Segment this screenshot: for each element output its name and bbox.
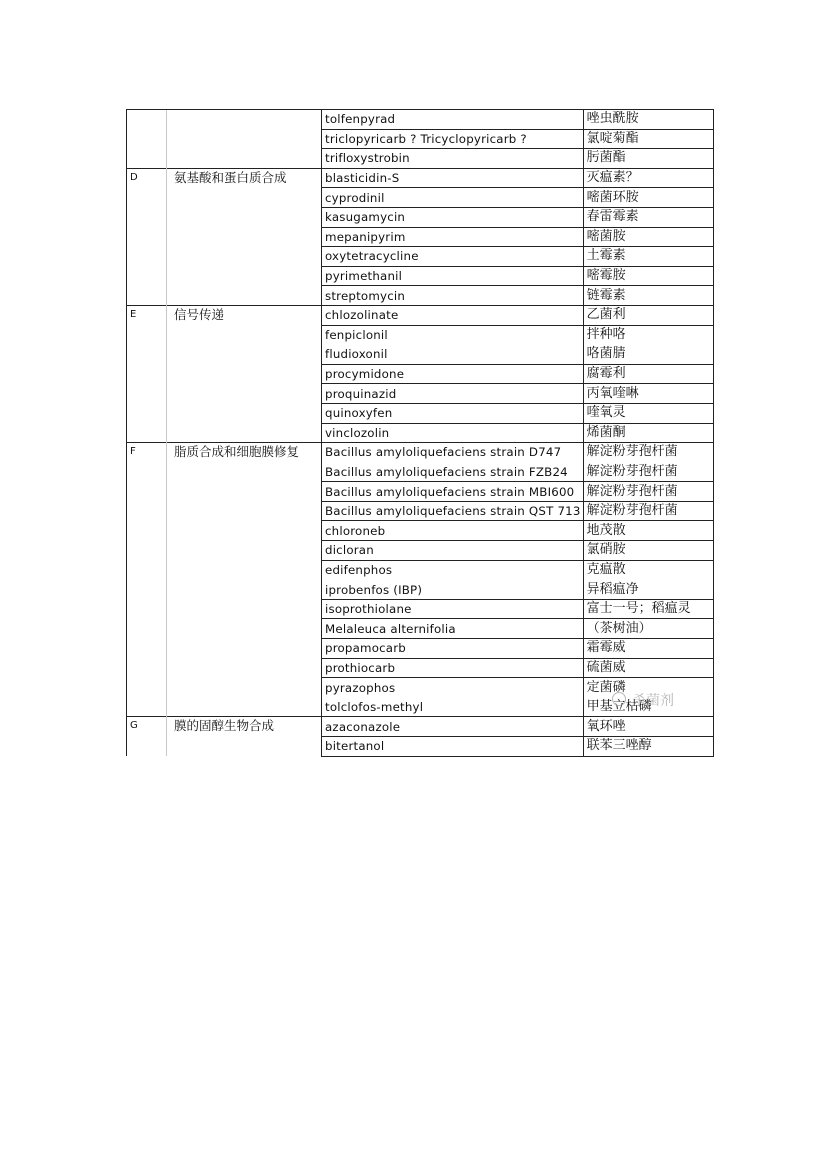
chinese-name-cell: 定菌磷 (583, 678, 713, 698)
table-row (127, 560, 714, 580)
table-row (127, 110, 714, 130)
group-code-cell (127, 247, 167, 267)
table-row (127, 443, 714, 463)
chinese-name-cell: 喹氧灵 (583, 403, 713, 423)
table-row (127, 658, 714, 678)
group-category-cell (167, 658, 322, 678)
group-code-cell (127, 521, 167, 541)
group-category-cell (167, 149, 322, 169)
table-row (127, 207, 714, 227)
group-code-cell (127, 364, 167, 384)
group-category-cell (167, 541, 322, 561)
table-row (127, 325, 714, 345)
english-name-cell: propamocarb (322, 639, 584, 659)
group-code-cell (127, 227, 167, 247)
chinese-name-cell: 异稻瘟净 (583, 580, 713, 600)
group-code-cell (127, 325, 167, 345)
group-category-cell (167, 403, 322, 423)
chinese-name-cell: 联苯三唑醇 (583, 737, 713, 757)
group-category-cell (167, 384, 322, 404)
group-category-cell (167, 501, 322, 521)
group-category-cell (167, 345, 322, 365)
table-row (127, 541, 714, 561)
group-code-cell (127, 580, 167, 600)
english-name-cell: iprobenfos (IBP) (322, 580, 584, 600)
group-category-cell (167, 737, 322, 757)
table-row (127, 619, 714, 639)
group-code-cell (127, 737, 167, 757)
table-row (127, 188, 714, 208)
group-category-cell (167, 639, 322, 659)
table-row (127, 286, 714, 306)
fungicide-table-body (127, 110, 714, 757)
chinese-name-cell: 解淀粉芽孢杆菌 (583, 462, 713, 482)
table-row (127, 364, 714, 384)
group-code-cell (127, 501, 167, 521)
chinese-name-cell: 拌种咯 (583, 325, 713, 345)
chinese-name-cell: 土霉素 (583, 247, 713, 267)
watermark-text: 杀菌剂 (632, 693, 674, 709)
group-code-cell (127, 423, 167, 443)
english-name-cell: cyprodinil (322, 188, 584, 208)
group-category-cell: 氨基酸和蛋白质合成 (167, 168, 322, 188)
group-code-cell: E (127, 305, 167, 325)
group-category-cell: 脂质合成和细胞膜修复 (167, 443, 322, 463)
table-row (127, 501, 714, 521)
english-name-cell: blasticidin-S (322, 168, 584, 188)
table-row (127, 580, 714, 600)
chinese-name-cell: 咯菌腈 (583, 345, 713, 365)
table-row (127, 639, 714, 659)
english-name-cell: bitertanol (322, 737, 584, 757)
table-row (127, 403, 714, 423)
group-category-cell (167, 482, 322, 502)
english-name-cell: azaconazole (322, 717, 584, 737)
english-name-cell: prothiocarb (322, 658, 584, 678)
chinese-name-cell: 嘧霉胺 (583, 266, 713, 286)
group-code-cell (127, 599, 167, 619)
group-category-cell (167, 521, 322, 541)
english-name-cell: procymidone (322, 364, 584, 384)
group-code-cell (127, 207, 167, 227)
group-code-cell (127, 678, 167, 698)
english-name-cell: Melaleuca alternifolia (322, 619, 584, 639)
chinese-name-cell: 硫菌威 (583, 658, 713, 678)
chinese-name-cell: 克瘟散 (583, 560, 713, 580)
table-row (127, 737, 714, 757)
english-name-cell: Bacillus amyloliquefaciens strain FZB24 (322, 462, 584, 482)
english-name-cell: tolclofos-methyl (322, 697, 584, 717)
group-code-cell (127, 129, 167, 149)
table-row (127, 149, 714, 169)
table-row (127, 247, 714, 267)
english-name-cell: kasugamycin (322, 207, 584, 227)
group-category-cell (167, 207, 322, 227)
english-name-cell: vinclozolin (322, 423, 584, 443)
group-code-cell (127, 619, 167, 639)
group-code-cell (127, 188, 167, 208)
group-category-cell (167, 247, 322, 267)
group-code-cell (127, 482, 167, 502)
english-name-cell: fludioxonil (322, 345, 584, 365)
table-row (127, 227, 714, 247)
chinese-name-cell: 烯菌酮 (583, 423, 713, 443)
group-code-cell: D (127, 168, 167, 188)
chinese-name-cell: 灭瘟素？ (583, 168, 713, 188)
group-category-cell (167, 462, 322, 482)
chinese-name-cell: 解淀粉芽孢杆菌 (583, 501, 713, 521)
english-name-cell: streptomycin (322, 286, 584, 306)
group-code-cell: G (127, 717, 167, 737)
group-code-cell (127, 345, 167, 365)
chinese-name-cell: 氯硝胺 (583, 541, 713, 561)
english-name-cell: edifenphos (322, 560, 584, 580)
group-code-cell (127, 560, 167, 580)
chinese-name-cell: 唑虫酰胺 (583, 110, 713, 130)
fungicide-table (126, 109, 714, 757)
chinese-name-cell: 氧环唑 (583, 717, 713, 737)
group-category-cell: 膜的固醇生物合成 (167, 717, 322, 737)
group-category-cell (167, 697, 322, 717)
english-name-cell: isoprothiolane (322, 599, 584, 619)
group-code-cell: F (127, 443, 167, 463)
english-name-cell: chlozolinate (322, 305, 584, 325)
chinese-name-cell: 富士一号；稻瘟灵 (583, 599, 713, 619)
english-name-cell: quinoxyfen (322, 403, 584, 423)
english-name-cell: triclopyricarb ? Tricyclopyricarb ? (322, 129, 584, 149)
table-row (127, 678, 714, 698)
group-code-cell (127, 149, 167, 169)
english-name-cell: pyrazophos (322, 678, 584, 698)
group-code-cell (127, 541, 167, 561)
chinese-name-cell: 甲基立枯磷 (583, 697, 713, 717)
english-name-cell: chloroneb (322, 521, 584, 541)
chinese-name-cell: 链霉素 (583, 286, 713, 306)
chinese-name-cell: 乙菌利 (583, 305, 713, 325)
fungicide-table-page (126, 109, 714, 757)
chinese-name-cell: 腐霉利 (583, 364, 713, 384)
group-category-cell (167, 560, 322, 580)
group-category-cell (167, 423, 322, 443)
english-name-cell: trifloxystrobin (322, 149, 584, 169)
table-row (127, 462, 714, 482)
chinese-name-cell: 解淀粉芽孢杆菌 (583, 482, 713, 502)
table-row (127, 423, 714, 443)
chinese-name-cell: 霜霉威 (583, 639, 713, 659)
english-name-cell: dicloran (322, 541, 584, 561)
table-row (127, 345, 714, 365)
chinese-name-cell: 嘧菌环胺 (583, 188, 713, 208)
table-row (127, 305, 714, 325)
group-category-cell (167, 678, 322, 698)
group-code-cell (127, 266, 167, 286)
chinese-name-cell: 肟菌酯 (583, 149, 713, 169)
chinese-name-cell: 嘧菌胺 (583, 227, 713, 247)
table-row (127, 697, 714, 717)
group-category-cell: 信号传递 (167, 305, 322, 325)
group-category-cell (167, 188, 322, 208)
group-category-cell (167, 286, 322, 306)
english-name-cell: Bacillus amyloliquefaciens strain MBI600 (322, 482, 584, 502)
group-code-cell (127, 462, 167, 482)
english-name-cell: mepanipyrim (322, 227, 584, 247)
table-row (127, 168, 714, 188)
group-category-cell (167, 266, 322, 286)
group-category-cell (167, 110, 322, 130)
chinese-name-cell: 丙氧喹啉 (583, 384, 713, 404)
chinese-name-cell: （茶树油） (583, 619, 713, 639)
group-category-cell (167, 129, 322, 149)
chinese-name-cell: 春雷霉素 (583, 207, 713, 227)
group-code-cell (127, 697, 167, 717)
group-code-cell (127, 403, 167, 423)
group-code-cell (127, 658, 167, 678)
group-category-cell (167, 619, 322, 639)
table-row (127, 129, 714, 149)
english-name-cell: fenpiclonil (322, 325, 584, 345)
table-row (127, 482, 714, 502)
english-name-cell: Bacillus amyloliquefaciens strain D747 (322, 443, 584, 463)
group-category-cell (167, 325, 322, 345)
group-code-cell (127, 110, 167, 130)
group-code-cell (127, 286, 167, 306)
english-name-cell: tolfenpyrad (322, 110, 584, 130)
english-name-cell: proquinazid (322, 384, 584, 404)
table-row (127, 717, 714, 737)
table-row (127, 266, 714, 286)
english-name-cell: Bacillus amyloliquefaciens strain QST 713 (322, 501, 584, 521)
group-category-cell (167, 364, 322, 384)
english-name-cell: oxytetracycline (322, 247, 584, 267)
chinese-name-cell: 氯啶菊酯 (583, 129, 713, 149)
table-row (127, 599, 714, 619)
group-category-cell (167, 227, 322, 247)
english-name-cell: pyrimethanil (322, 266, 584, 286)
group-category-cell (167, 580, 322, 600)
chinese-name-cell: 解淀粉芽孢杆菌 (583, 443, 713, 463)
group-category-cell (167, 599, 322, 619)
group-code-cell (127, 384, 167, 404)
group-code-cell (127, 639, 167, 659)
chinese-name-cell: 地茂散 (583, 521, 713, 541)
table-row (127, 521, 714, 541)
table-row (127, 384, 714, 404)
